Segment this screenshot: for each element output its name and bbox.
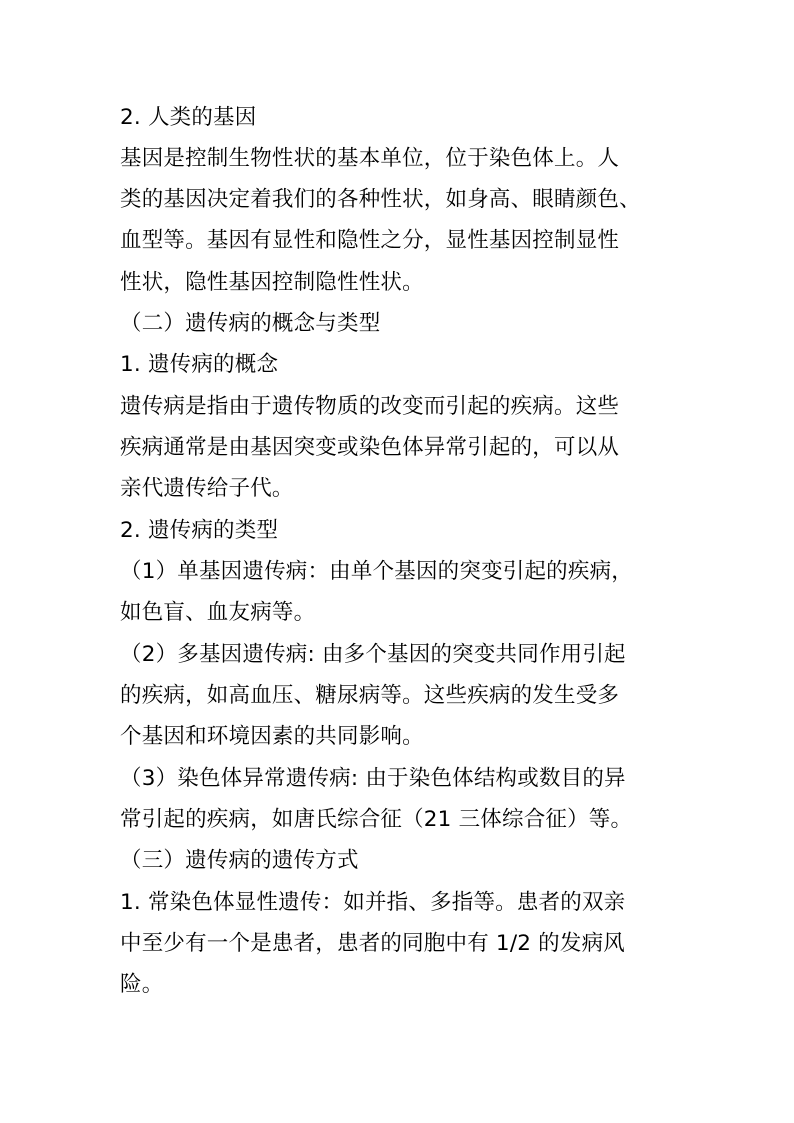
paragraph-line: 1. 常染色体显性遗传：如并指、多指等。患者的双亲 — [120, 890, 626, 915]
paragraph-line: 性状，隐性基因控制隐性性状。 — [120, 270, 424, 295]
section-heading-inheritance-modes: （三）遗传病的遗传方式 — [120, 848, 359, 873]
paragraph-line: 类的基因决定着我们的各种性状，如身高、眼睛颜色、 — [120, 187, 641, 212]
list-item-line: 常引起的疾病，如唐氏综合征（21 三体综合征）等。 — [120, 807, 633, 832]
paragraph-line: 基因是控制生物性状的基本单位，位于染色体上。人 — [120, 146, 620, 171]
section-heading-concept-and-types: （二）遗传病的概念与类型 — [120, 311, 381, 336]
subheading-types: 2. 遗传病的类型 — [120, 518, 279, 543]
list-item-line: 的疾病，如高血压、糖尿病等。这些疾病的发生受多 — [120, 683, 620, 708]
list-item-line: （2）多基因遗传病: 由多个基因的突变共同作用引起 — [120, 642, 626, 667]
paragraph-line: 亲代遗传给子代。 — [120, 476, 294, 501]
list-item-line: （1）单基因遗传病：由单个基因的突变引起的疾病， — [120, 559, 633, 584]
paragraph-line: 险。 — [120, 972, 164, 997]
list-item-line: （3）染色体异常遗传病: 由于染色体结构或数目的异 — [120, 766, 626, 791]
paragraph-line: 中至少有一个是患者，患者的同胞中有 1/2 的发病风 — [120, 931, 625, 956]
section-heading-human-genes: 2. 人类的基因 — [120, 105, 257, 130]
paragraph-line: 遗传病是指由于遗传物质的改变而引起的疾病。这些 — [120, 394, 620, 419]
subheading-concept: 1. 遗传病的概念 — [120, 352, 279, 377]
list-item-line: 个基因和环境因素的共同影响。 — [120, 724, 424, 749]
list-item-line: 如色盲、血友病等。 — [120, 600, 316, 625]
paragraph-line: 血型等。基因有显性和隐性之分，显性基因控制显性 — [120, 228, 620, 253]
paragraph-line: 疾病通常是由基因突变或染色体异常引起的，可以从 — [120, 435, 620, 460]
